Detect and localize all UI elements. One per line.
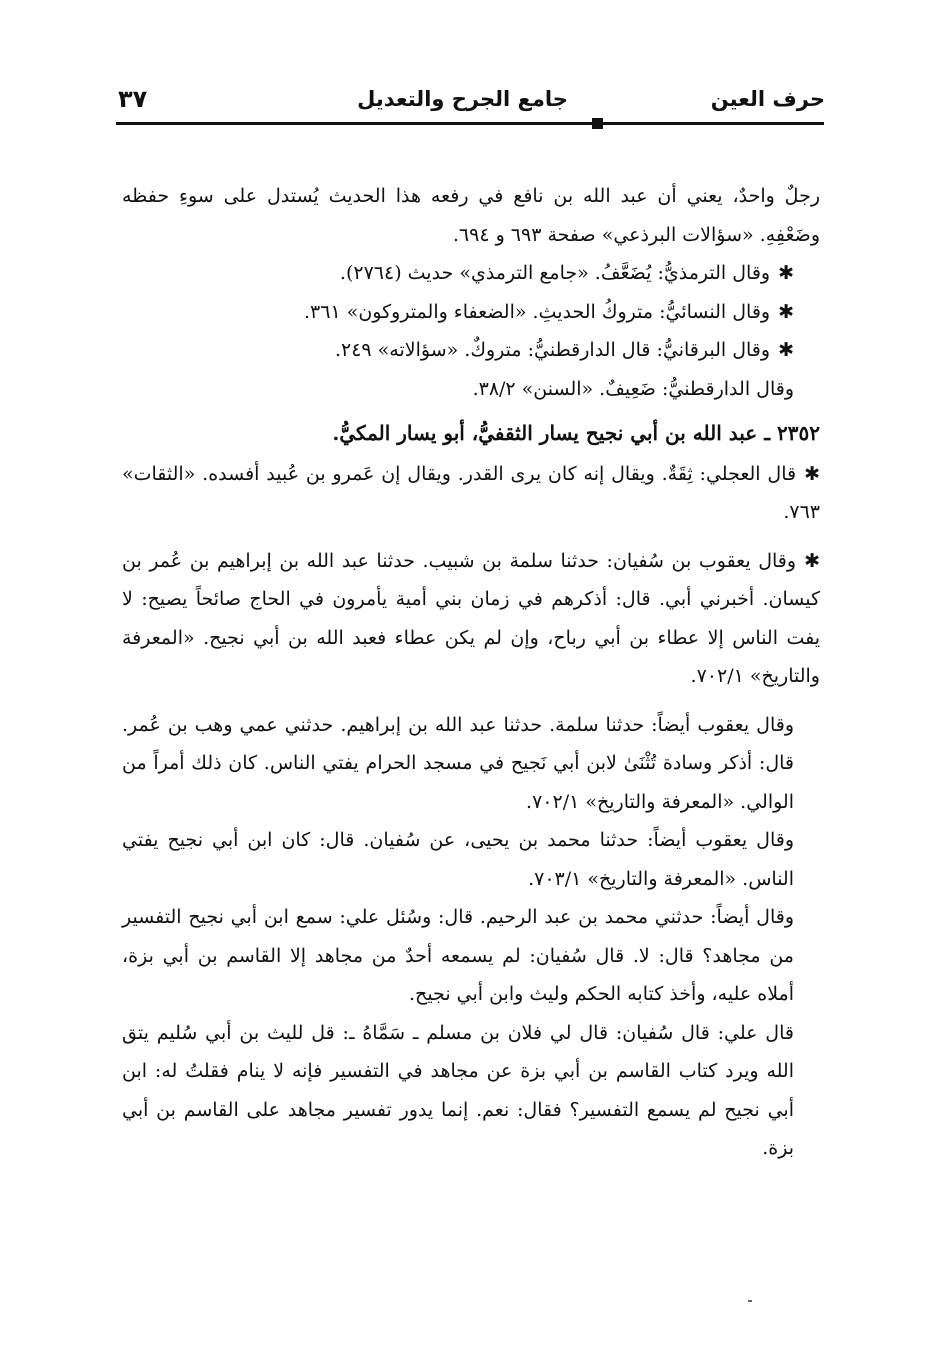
bullet-icon: ✱ [804,462,820,485]
paragraph-text: وقال الترمذيُّ: يُضَعَّفُ. «جامع الترمذي» حديث (٢٧٦٤). [339,262,771,284]
entry-heading-text: ٢٣٥٢ ـ عبد الله بن أبي نجيح يسار الثقفيُّ، أبو يسار المكيُّ. [332,421,820,445]
header-rule-mark [592,118,603,129]
paragraph-text: وقال يعقوب أيضاً: حدثنا محمد بن يحيى، عن سُفيان. قال: كان ابن أبي نجيح يفتي الناس. «المعرفة والتاريخ» ٧٠٣/١. [122,829,794,890]
header-rule [116,122,824,125]
page-number: ٣٧ [118,85,148,113]
bullet-icon: ✱ [778,262,794,284]
paragraph [122,177,820,254]
paragraph [122,898,820,1014]
paragraph-text: رجلٌ واحدٌ، يعني أن عبد الله بن نافع في رفعه هذا الحديث يُستدل على سوءِ حفظه وضَعْفِهِ. «سؤالات البرذعي» صفحة ٦٩٣ و ٦٩٤. [122,185,820,246]
paragraph [122,821,820,898]
bullet-icon: ✱ [778,339,794,361]
paragraph-text: وقال يعقوب بن سُفيان: حدثنا سلمة بن شبيب. حدثنا عبد الله بن إبراهيم بن عُمر بن كيسان. أخبرني أبي. قال: أذكرهم في زمان بني أمية يأمرون في الحاج صائحاً يصيح: لا يفت الناس إلا عطاء بن أبي رباح، وإن لم يكن عطاء فعبد الله بن أبي نجيح. «المعرفة والتاريخ» ٧٠٢/١. [122,549,820,687]
bullet-paragraph [122,293,820,332]
bullet-paragraph [122,542,820,696]
entry-heading [122,414,820,453]
paragraph [122,370,820,409]
bullet-icon: ✱ [804,549,820,572]
paragraph [122,1014,820,1168]
paragraph-text: قال العجلي: ثِقَةٌ. ويقال إنه كان يرى القدر. ويقال إن عَمرو بن عُبيد أفسده. «الثقات» ٧٦٣. [122,462,820,523]
scan-mark [748,1300,752,1302]
bullet-paragraph [122,254,820,293]
section-title: حرف العين [710,87,825,111]
paragraph-text: وقال يعقوب أيضاً: حدثنا سلمة. حدثنا عبد الله بن إبراهيم. حدثني عمي وهب بن عُمر. قال: أذكر وسادة تُثْنَىٰ لابن أبي نَجيح في مسجد الحرام يفتي الناس. كان ذلك أمراً من الوالي. «المعرفة والتاريخ» ٧٠٢/١. [122,713,795,813]
paragraph-text: وقال أيضاً: حدثني محمد بن عبد الرحيم. قال: وسُئل علي: سمع ابن أبي نجيح التفسير من مجاهد؟ قال: لا. قال سُفيان: لم يسمعه أحدٌ من مجاهد إلا القاسم بن أبي بزة، أملاه عليه، وأخذ كتابه الحكم وليث وابن أبي نجيح. [122,906,794,1005]
bullet-paragraph [122,455,820,532]
bullet-icon: ✱ [778,300,794,323]
bullet-paragraph [122,331,820,370]
paragraph [122,706,820,822]
page-body [122,177,820,1168]
paragraph-text: وقال النسائيُّ: متروكُ الحديثِ. «الضعفاء والمتروكون» ٣٦١. [304,300,771,323]
paragraph-text: وقال الدارقطنيُّ: ضَعِيفٌ. «السنن» ٣٨/٢. [472,377,794,400]
paragraph-text: قال علي: قال سُفيان: قال لي فلان بن مسلم ـ سَمَّاهُ ـ: قل لليث بن أبي سُليم يتق الله ويرد كتاب القاسم بن أبي بزة عن مجاهد في التفسير فإنه لا ينام فقلتُ له: ابن أبي نجيح لم يسمع التفسير؟ فقال: نعم. إنما يدور تفسير مجاهد على القاسم بن أبي بزة. [122,1021,794,1159]
book-title: جامع الجرح والتعديل [357,87,568,111]
paragraph-text: وقال البرقانيُّ: قال الدارقطنيُّ: متروكٌ. «سؤالاته» ٢٤٩. [334,339,771,361]
